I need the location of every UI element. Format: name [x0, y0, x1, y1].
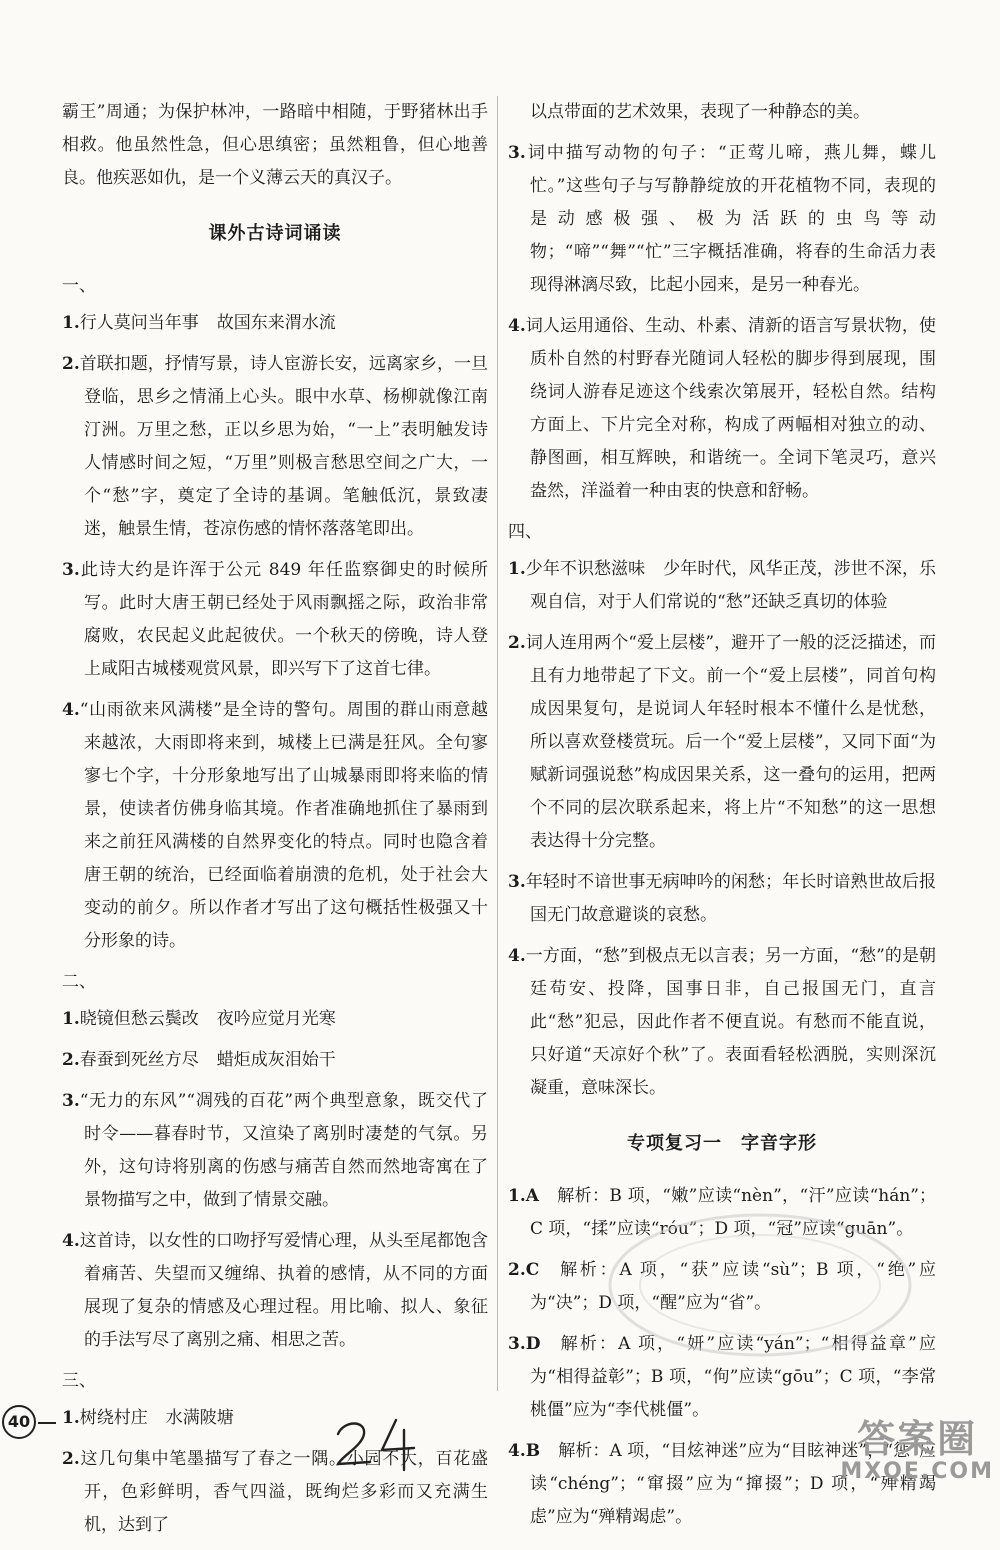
handwritten-number [330, 1412, 440, 1472]
answer-item: 4.一方面，“愁”到极点无以言表；另一方面，“愁”的是朝廷苟安、投降，国事日非，自己报国无门，直言此“愁”犯忌，因此作者不便直说。有愁而不能直说，只好道“天凉好个秋”了。表面看轻松洒脱，实则深沉凝重，意味深长。 [508, 946, 936, 1098]
answer-item: 3.年轻时不谙世事无病呻吟的闲愁；年长时谙熟世故后报国无门故意避谈的哀愁。 [508, 872, 936, 925]
answer-item: 3.词中描写动物的句子：“正莺儿啼，燕儿舞，蝶儿忙。”这些句子与写静静绽放的开花植物不同，表现的是动感极强、极为活跃的虫鸟等动物；“啼”“舞”“忙”三字概括准确，将春的生命活力表现得淋漓尽致，比起小园来，是另一种春光。 [508, 143, 936, 295]
answer-item: 3.D 解析：A 项，“妍”应读“yán”；“相得益章”应为“相得益彰”；B 项，“佝”应读“gōu”；C 项，“李常桃僵”应为“李代桃僵”。 [508, 1334, 936, 1420]
section-heading-4: 四、 [508, 522, 542, 542]
section-heading-2: 二、 [62, 972, 96, 992]
section-heading-3: 三、 [62, 1371, 96, 1391]
answer-item: 4.B 解析：A 项，“目炫神迷”应为“目眩神迷”，“惩”应读“chéng”；“窜掇”应为“撺掇”；D 项，“殚精竭虑”应为“殚精竭虑”。 [508, 1441, 936, 1527]
section-title-extracurricular-poems: 课外古诗词诵读 [208, 223, 342, 244]
answer-item: 4.词人运用通俗、生动、朴素、清新的语言写景状物，使质朴自然的村野春光随词人轻松的脚步得到展现，围绕词人游春足迹这个线索次第展开，轻松自然。结构方面上、下片完全对称，构成了两幅相对独立的动、静图画，相互辉映，和谐统一。全词下笔灵巧，意兴盎然，洋溢着一种由衷的快意和舒畅。 [508, 316, 936, 501]
answer-item: 4.“山雨欲来风满楼”是全诗的警句。周围的群山雨意越来越浓，大雨即将来到，城楼上已满是狂风。全句寥寥七个字，十分形象地写出了山城暴雨即将来临的情景，使读者仿佛身临其境。作者准确地抓住了暴雨到来之前狂风满楼的自然界变化的特点。同时也隐含着唐王朝的统治，已经面临着崩溃的危机，处于社会大变动的前夕。所以作者才写出了这句概括性极强又十分形象的诗。 [62, 700, 488, 951]
answer-item: 2.首联扣题，抒情写景，诗人宦游长安，远离家乡，一旦登临，思乡之情涌上心头。眼中水草、杨柳就像江南汀洲。万里之愁，正以乡思为始，“一上”表明触发诗人情感时间之短，“万里”则极言愁思空间之广大，一个“愁”字，奠定了全诗的基调。笔触低沉，景致凄迷，触景生情，苍凉伤感的情怀落落笔即出。 [62, 354, 488, 539]
answer-item: 3.“无力的东风”“凋残的百花”两个典型意象，既交代了时令——暮春时节，又渲染了离别时凄楚的气氛。另外，这句诗将别离的伤感与痛苦自然而然地寄寓在了景物描写之中，做到了情景交融。 [62, 1091, 488, 1210]
answer-item: 1.行人莫问当年事 故国东来渭水流 [62, 313, 336, 333]
section-title-review: 专项复习一 字音字形 [627, 1133, 817, 1154]
answer-item: 1.树绕村庄 水满陂塘 [62, 1408, 234, 1428]
answer-item: 2.词人连用两个“爱上层楼”，避开了一般的泛泛描述，而且有力地带起了下文。前一个“爱上层楼”，同首句构成因果复句，是说词人年轻时根本不懂什么是忧愁，所以喜欢登楼赏玩。后一个“爱上层楼”，又同下面“为赋新词强说愁”构成因果关系，这一叠句的运用，把两个不同的层次联系起来，将上片“不知愁”的这一思想表达得十分完整。 [508, 633, 936, 851]
section-heading-1: 一、 [62, 276, 96, 296]
answer-item: 4.这首诗，以女性的口吻抒写爱情心理，从头至尾都饱含着痛苦、失望而又缠绵、执着的感情，从不同的方面展现了复杂的情感及心理过程。用比喻、拟人、象征的手法写尽了离别之痛、相思之苦。 [62, 1231, 488, 1350]
continued-text: 以点带面的艺术效果，表现了一种静态的美。 [530, 102, 870, 122]
answer-item: 1.A 解析：B 项，“嫩”应读“nèn”，“汗”应读“hán”；C 项，“揉”应读“róu”；D 项，“冠”应读“guān”。 [508, 1186, 936, 1239]
answer-item: 2.春蚕到死丝方尽 蜡炬成灰泪始干 [62, 1050, 336, 1070]
answer-item: 2.这几句集中笔墨描写了春之一隅。小园不大，百花盛开，色彩鲜明，香气四溢，既绚烂多彩而又充满生机，达到了 [62, 1449, 488, 1535]
answer-item: 1.少年不识愁滋味 少年时代，风华正茂，涉世不深，乐观自信，对于人们常说的“愁”还缺乏真切的体验 [508, 559, 937, 612]
left-column [62, 96, 488, 1550]
watermark-logo: 答案圈 MXQE.COM [840, 1417, 994, 1484]
answer-item: 3.此诗大约是许浑于公元 849 年任监察御史的时候所写。此时大唐王朝已经处于风雨飘摇之际，政治非常腐败，农民起义此起彼伏。一个秋天的傍晚，诗人登上咸阳古城楼观赏风景，即兴写下了这首七律。 [62, 560, 488, 679]
intro-paragraph: 霸王”周通；为保护林冲，一路暗中相随，于野猪林出手相救。他虽然性急，但心思缜密；虽然粗鲁，但心地善良。他疾恶如仇，是一个义薄云天的真汉子。 [62, 102, 488, 188]
answer-item: 1.晓镜但愁云鬓改 夜吟应觉月光寒 [62, 1009, 336, 1029]
page-number: 40 [2, 1405, 56, 1439]
column-divider [497, 96, 498, 1391]
answer-item: 2.C 解析：A 项，“获”应读“sù”；B 项，“绝”应为“决”；D 项，“醒”应为“省”。 [508, 1260, 936, 1313]
publisher-stamp-watermark [600, 1200, 920, 1370]
